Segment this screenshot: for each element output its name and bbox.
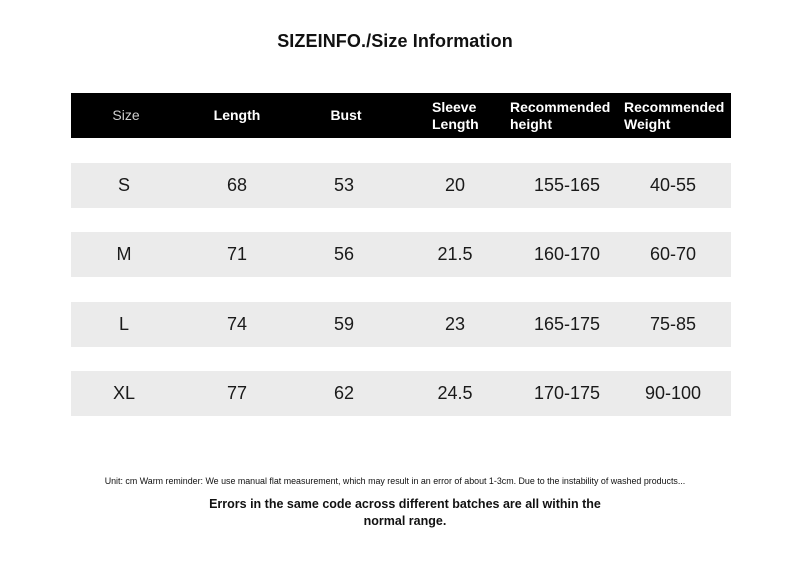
recommended-weight-cell: 75-85 <box>649 314 697 334</box>
header-size: Size <box>112 107 140 123</box>
recommended-height-cell: 155-165 <box>533 175 601 195</box>
size-cell: M <box>116 244 132 264</box>
bust-cell: 56 <box>333 244 355 264</box>
bust-cell: 62 <box>333 383 355 403</box>
size-cell: XL <box>112 383 136 403</box>
recommended-weight-cell: 90-100 <box>644 383 702 403</box>
table-row <box>71 232 731 277</box>
sleeve-length-cell: 24.5 <box>437 383 473 403</box>
length-cell: 74 <box>226 314 248 334</box>
recommended-height-cell: 165-175 <box>533 314 601 334</box>
header-recommended-height: Recommended height <box>510 98 611 132</box>
size-cell: S <box>117 175 130 195</box>
recommended-weight-cell: 40-55 <box>649 175 697 195</box>
table-row <box>71 163 731 208</box>
length-cell: 77 <box>226 383 248 403</box>
bust-cell: 59 <box>333 314 355 334</box>
recommended-height-cell: 160-170 <box>533 244 601 264</box>
table-row <box>71 371 731 416</box>
header-sleeve-length: Sleeve Length <box>432 98 479 132</box>
length-cell: 68 <box>226 175 248 195</box>
length-cell: 71 <box>226 244 248 264</box>
batch-error-note: Errors in the same code across different batches are all within the normal range. <box>209 497 601 528</box>
page-title: SIZEINFO./Size Information <box>277 31 513 51</box>
recommended-weight-cell: 60-70 <box>649 244 697 264</box>
sleeve-length-cell: 20 <box>444 175 466 195</box>
header-recommended-weight: Recommended Weight <box>624 98 725 132</box>
table-row <box>71 302 731 347</box>
table-header <box>71 93 731 138</box>
measurement-note: Unit: cm Warm reminder: We use manual flat measurement, which may result in an error of about 1-3cm. Due to the instability of washed products... <box>104 476 686 486</box>
recommended-height-cell: 170-175 <box>533 383 601 403</box>
bust-cell: 53 <box>333 175 355 195</box>
sleeve-length-cell: 23 <box>444 314 466 334</box>
size-cell: L <box>118 314 129 334</box>
header-length: Length <box>213 107 261 123</box>
header-bust: Bust <box>330 107 362 123</box>
sleeve-length-cell: 21.5 <box>437 244 473 264</box>
